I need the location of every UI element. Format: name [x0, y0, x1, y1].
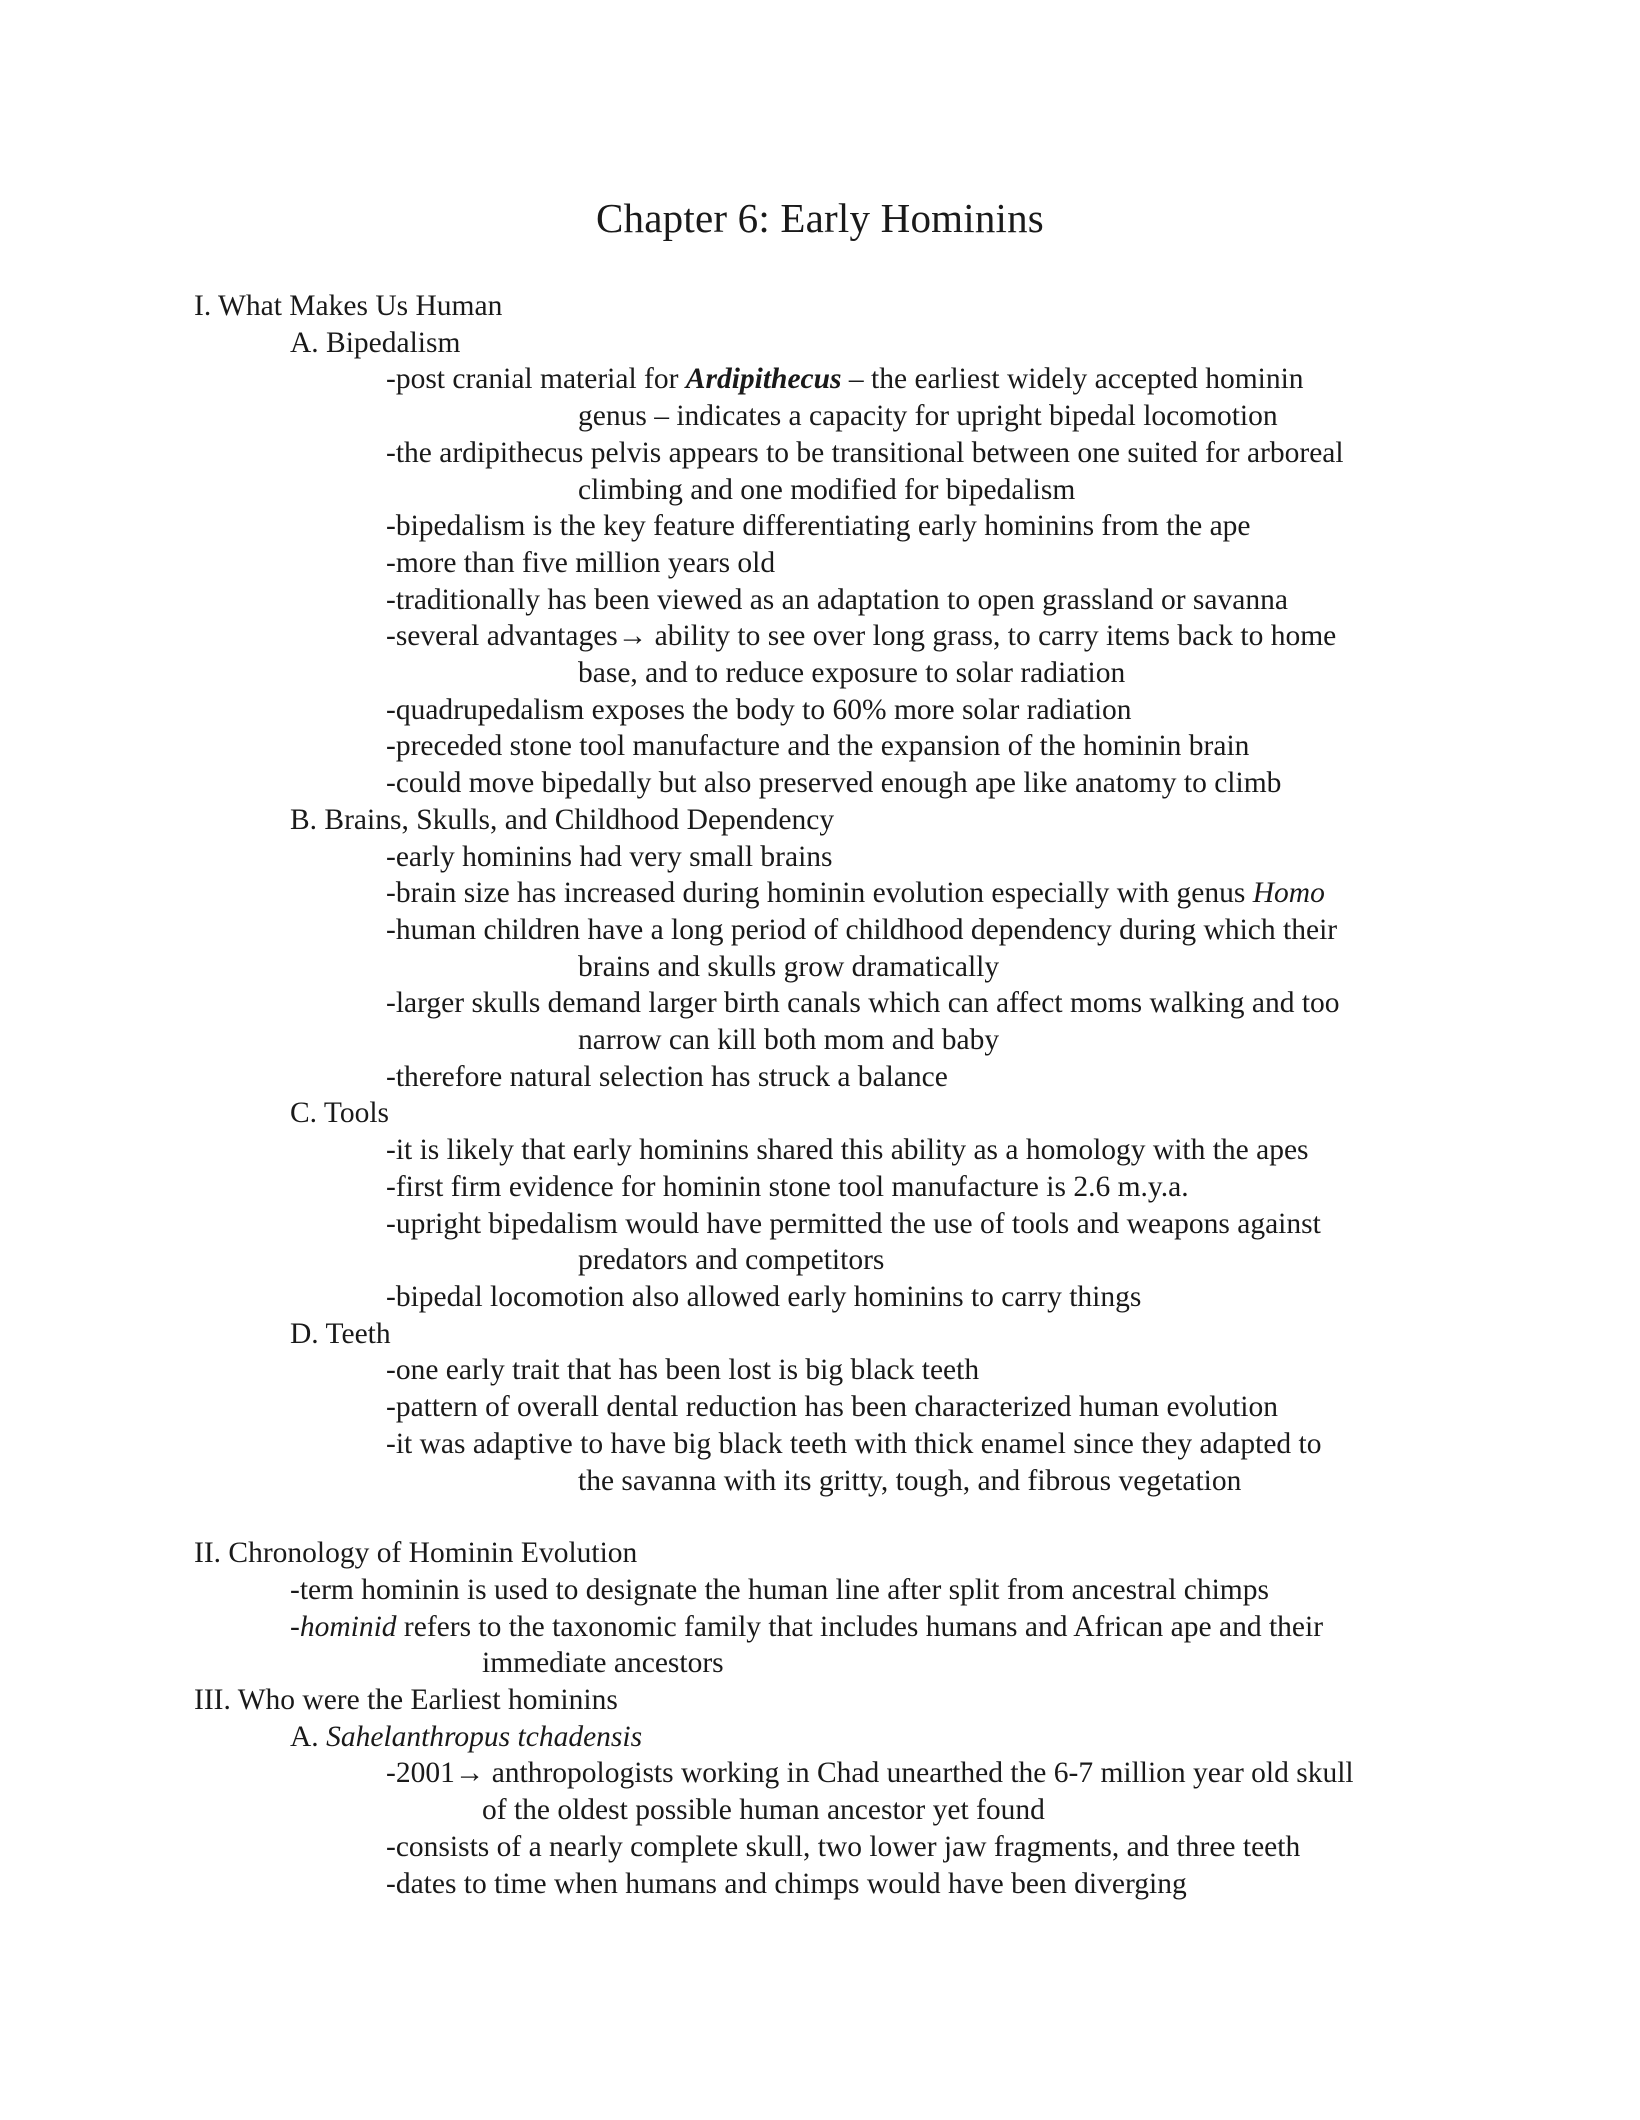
page-title: Chapter 6: Early Hominins	[596, 195, 1044, 241]
subsection-heading: D. Teeth	[290, 1317, 391, 1350]
outline-line	[386, 875, 1454, 912]
subsection-heading: A. Bipedalism	[290, 326, 461, 359]
outline-line: -more than five million years old	[386, 546, 776, 579]
outline-line: -human children have a long period of childhood dependency during which their	[386, 913, 1338, 946]
text-run: -post cranial material for	[386, 363, 686, 396]
text-run: -	[290, 1610, 300, 1643]
outline-line: -upright bipedalism would have permitted the use of tools and weapons against	[386, 1207, 1321, 1240]
outline	[194, 288, 1454, 1902]
blank-line	[194, 1499, 1454, 1535]
section-heading: III. Who were the Earliest hominins	[194, 1684, 618, 1717]
text-run: – the earliest widely accepted hominin	[841, 363, 1304, 396]
outline-line: -bipedal locomotion also allowed early hominins to carry things	[386, 1280, 1142, 1313]
outline-line: -term hominin is used to designate the human line after split from ancestral chimps	[290, 1573, 1269, 1606]
outline-line-continuation: base, and to reduce exposure to solar radiation	[578, 657, 1126, 690]
subsection-heading: C. Tools	[290, 1097, 390, 1130]
species-name: Sahelanthropus tchadensis	[326, 1720, 643, 1753]
section-heading: II. Chronology of Hominin Evolution	[194, 1537, 638, 1570]
outline-line-continuation: the savanna with its gritty, tough, and fibrous vegetation	[578, 1464, 1242, 1497]
outline-line: -several advantages→ ability to see over long grass, to carry items back to home	[386, 620, 1337, 653]
text-run: refers to the taxonomic family that includes humans and African ape and their	[396, 1610, 1324, 1643]
outline-line-continuation: predators and competitors	[578, 1244, 885, 1277]
outline-line: -pattern of overall dental reduction has been characterized human evolution	[386, 1391, 1278, 1424]
outline-line-continuation: brains and skulls grow dramatically	[578, 950, 1000, 983]
outline-line: -2001→ anthropologists working in Chad unearthed the 6-7 million year old skull	[386, 1757, 1354, 1790]
outline-line-continuation: climbing and one modified for bipedalism	[578, 473, 1076, 506]
outline-line: -consists of a nearly complete skull, two lower jaw fragments, and three teeth	[386, 1830, 1301, 1863]
outline-line: -therefore natural selection has struck a balance	[386, 1060, 948, 1093]
genus-name: Ardipithecus	[685, 363, 842, 396]
outline-line-continuation: immediate ancestors	[482, 1647, 724, 1680]
outline-line: -larger skulls demand larger birth canals which can affect moms walking and too	[386, 987, 1340, 1020]
outline-line: -it was adaptive to have big black teeth with thick enamel since they adapted to	[386, 1427, 1322, 1460]
outline-line-continuation: narrow can kill both mom and baby	[578, 1024, 1000, 1057]
outline-line: -the ardipithecus pelvis appears to be transitional between one suited for arboreal	[386, 436, 1344, 469]
subsection-heading: B. Brains, Skulls, and Childhood Dependency	[290, 803, 835, 836]
outline-line: -preceded stone tool manufacture and the expansion of the hominin brain	[386, 730, 1250, 763]
outline-line: -one early trait that has been lost is big black teeth	[386, 1354, 980, 1387]
text-run: -brain size has increased during hominin evolution especially with genus	[386, 877, 1253, 910]
outline-line: -could move bipedally but also preserved enough ape like anatomy to climb	[386, 767, 1282, 800]
outline-line	[386, 361, 1454, 398]
section-heading: I. What Makes Us Human	[194, 290, 503, 322]
text-run: A.	[290, 1720, 327, 1753]
subsection-heading	[290, 1719, 1454, 1756]
term: hominid	[299, 1610, 397, 1643]
outline-line: -traditionally has been viewed as an adaptation to open grassland or savanna	[386, 583, 1288, 616]
outline-line: -bipedalism is the key feature differentiating early hominins from the ape	[386, 510, 1251, 543]
genus-name: Homo	[1252, 877, 1325, 910]
outline-line: -it is likely that early hominins shared this ability as a homology with the apes	[386, 1134, 1309, 1167]
outline-line	[290, 1609, 1454, 1646]
outline-line: -quadrupedalism exposes the body to 60% more solar radiation	[386, 693, 1132, 726]
outline-line: -first firm evidence for hominin stone tool manufacture is 2.6 m.y.a.	[386, 1170, 1189, 1203]
outline-line: -early hominins had very small brains	[386, 840, 833, 873]
outline-line: -dates to time when humans and chimps would have been diverging	[386, 1867, 1187, 1900]
outline-line-continuation: genus – indicates a capacity for upright bipedal locomotion	[578, 400, 1278, 433]
outline-line-continuation: of the oldest possible human ancestor yet found	[482, 1794, 1045, 1827]
